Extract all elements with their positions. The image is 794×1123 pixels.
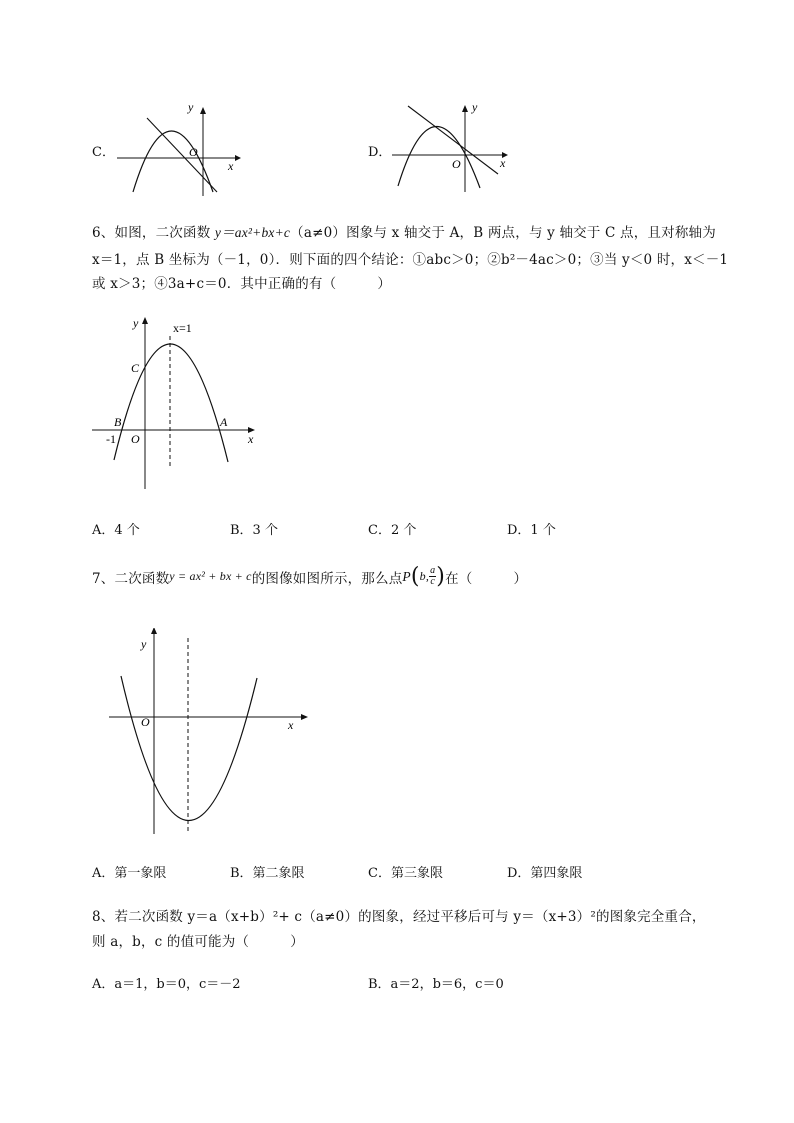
q7-origin: O [141, 715, 150, 729]
q7-point-b: b, [419, 569, 430, 583]
q6-y-label: y [133, 316, 139, 330]
q7-graph [105, 628, 315, 838]
graph-d-origin: O [452, 157, 461, 171]
option-c-label: C． [92, 145, 115, 160]
q7-right-paren: ) [436, 563, 446, 589]
q8-option-b[interactable]: B．a＝2，b＝6，c＝0 [368, 977, 504, 992]
q7-option-b[interactable]: B．第二象限 [230, 866, 305, 881]
q7-x-label: x [288, 718, 294, 732]
graph-option-d [390, 100, 520, 200]
graph-d-y-label: y [472, 100, 478, 114]
q6-text-b: （a≠0）图象与 x 轴交于 A，B 两点，与 y 轴交于 C 点，且对称轴为 [290, 225, 716, 241]
q6-axis-label: x=1 [173, 321, 192, 335]
q7-option-c[interactable]: C．第三象限 [368, 866, 443, 881]
graph-option-c [115, 100, 245, 200]
q6-option-a[interactable]: A．4 个 [92, 523, 140, 538]
q6-origin: O [131, 432, 140, 446]
q7-y-label: y [141, 637, 147, 651]
q6-text-a: 6、如图，二次函数 [92, 225, 215, 241]
q6-option-b[interactable]: B．3 个 [230, 523, 278, 538]
q6-neg-one: -1 [106, 432, 116, 446]
q6-point-c: C [131, 361, 140, 375]
q6-x-label: x [248, 432, 254, 446]
q7-fraction [429, 566, 436, 587]
graph-c-origin: O [189, 145, 198, 159]
q7-text-a: 7、二次函数 [92, 570, 170, 587]
q7-fraction-numerator: a [430, 565, 436, 576]
q7-point-p: P [402, 568, 411, 584]
q6-point-a: A [220, 415, 228, 429]
q6-option-d[interactable]: D．1 个 [507, 523, 556, 538]
q6-option-c[interactable]: C．2 个 [368, 523, 417, 538]
q6-line-3: 或 x＞3；④3a+c＝0．其中正确的有（ ） [92, 276, 392, 292]
q7-option-a[interactable]: A．第一象限 [92, 866, 167, 881]
q8-option-a[interactable]: A．a＝1，b＝0，c＝－2 [92, 977, 241, 992]
q6-equation: y＝ax²+bx+c [214, 225, 291, 240]
q7-fraction-denominator: c [430, 576, 435, 587]
graph-c-x-label: x [228, 159, 234, 173]
graph-d-x-label: x [500, 156, 506, 170]
q7-line-1 [92, 563, 528, 589]
q7-text-b: 的图像如图所示，那么点 [251, 570, 403, 587]
q7-option-d[interactable]: D．第四象限 [507, 866, 583, 881]
graph-c-y-label: y [188, 100, 194, 114]
q6-graph [88, 312, 263, 492]
q8-line-2: 则 a，b，c 的值可能为（ ） [92, 934, 304, 950]
q7-text-c: 在（ ） [445, 570, 528, 587]
q8-line-1: 8、若二次函数 y＝a（x+b）²+ c（a≠0）的图象，经过平移后可与 y＝（x+3）²的图象完全重合， [92, 909, 706, 925]
q6-line-1 [92, 221, 716, 241]
q6-line-2: x＝1，点 B 坐标为（－1，0）．则下面的四个结论：①abc＞0；②b²－4ac＞0；③当 y＜0 时，x＜－1 [92, 252, 729, 268]
q6-point-b: B [114, 415, 122, 429]
q7-left-paren: ( [410, 563, 420, 589]
q7-equation: y = ax² + bx + c [169, 569, 252, 583]
option-d-label: D． [368, 145, 392, 160]
